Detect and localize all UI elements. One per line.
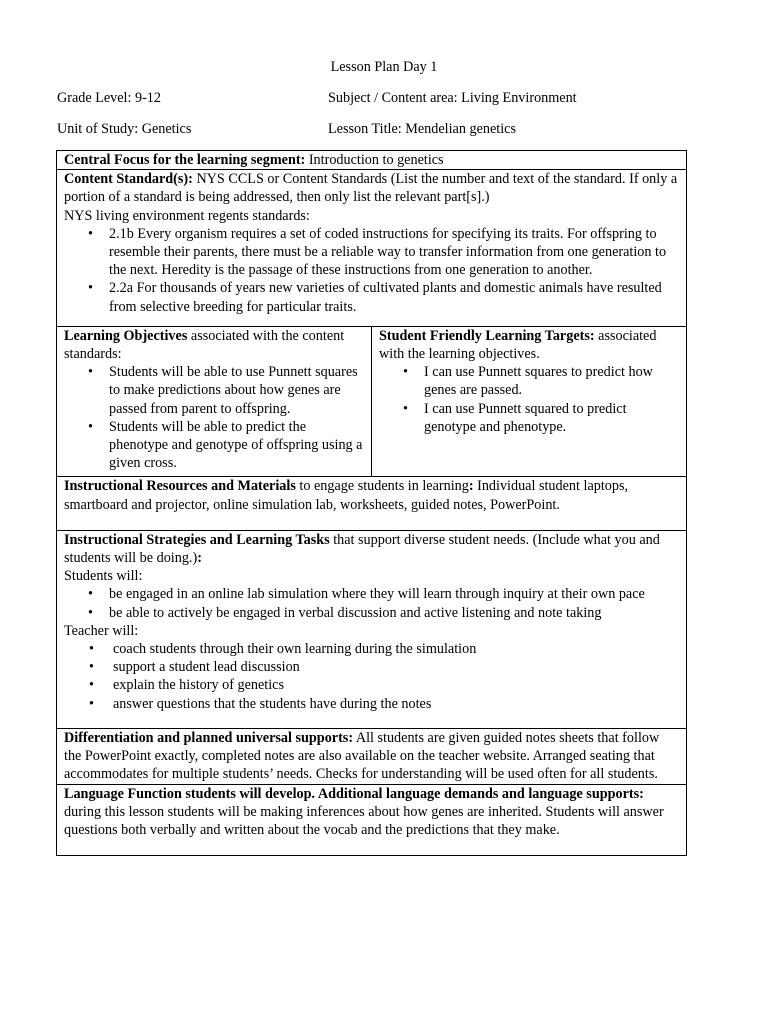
strategies-text: that support diverse student needs. (Include what you and students will be doing.) — [64, 531, 660, 567]
lesson-title: Lesson Title: Mendelian genetics — [328, 121, 516, 137]
central-focus-label: Central Focus for the learning segment: — [64, 152, 306, 168]
objective-item: • Students will be able to use Punnett squares to make predictions about how genes are passed from parent to offspring. — [109, 363, 365, 418]
learning-objectives-text: associated with the content standards: — [64, 327, 345, 363]
standards-list — [64, 225, 680, 316]
teacher-item: • support a student lead discussion — [113, 658, 680, 676]
resources-colon: : — [468, 478, 474, 495]
grade-level: Grade Level: 9-12 — [57, 90, 161, 106]
language-row — [57, 784, 687, 856]
learning-targets-cell — [372, 326, 687, 477]
resources-row — [57, 477, 687, 530]
page-title: Lesson Plan Day 1 — [330, 59, 438, 75]
teacher-item: • coach students through their own learning during the simulation — [113, 640, 680, 658]
differentiation-cell — [57, 728, 687, 784]
target-item: • I can use Punnett squares to predict how genes are passed. — [424, 363, 680, 399]
standards-item: • 2.2a For thousands of years new varieties of cultivated plants and domestic animals have resulted from selective breeding for particular traits. — [109, 279, 680, 315]
subject-area: Subject / Content area: Living Environment — [328, 90, 577, 106]
learning-targets-label: Student Friendly Learning Targets: — [379, 327, 595, 344]
language-text: during this lesson students will be making inferences about how genes are inherited. Students will answer questions both verbally and written about the vocab and the predictions that they make. — [64, 803, 664, 838]
resources-text: to engage students in learning — [295, 478, 469, 495]
teacher-item: • explain the history of genetics — [113, 676, 680, 694]
students-item: • be engaged in an online lab simulation where they will learn through inquiry at their own pace — [109, 585, 680, 603]
standards-intro: NYS living environment regents standards: — [64, 207, 310, 224]
central-focus-cell — [57, 151, 687, 170]
central-focus-row — [57, 151, 687, 170]
learning-objectives-label: Learning Objectives — [64, 327, 188, 344]
students-item: • be able to actively be engaged in verbal discussion and active listening and note taking — [109, 604, 680, 622]
objectives-row — [57, 326, 687, 477]
objective-item: • Students will be able to predict the phenotype and genotype of offspring using a given cross. — [109, 418, 365, 473]
differentiation-text: All students are given guided notes sheets that follow the PowerPoint exactly, completed notes are also available on the teacher website. Arranged seating that accommodates for multiple students’ needs. Checks for understanding will be used often for all students. — [64, 729, 660, 783]
teacher-list — [64, 640, 680, 713]
content-standards-row — [57, 170, 687, 327]
learning-objectives-cell — [57, 326, 372, 477]
learning-objectives-list — [64, 363, 365, 472]
standards-item: • 2.1b Every organism requires a set of coded instructions for specifying its traits. For offspring to resemble their parents, there must be a reliable way to transfer information from one generation to the next. Heredity is the passage of these instructions from one generation to another. — [109, 225, 680, 280]
learning-targets-list — [379, 363, 680, 436]
target-item: • I can use Punnett squared to predict genotype and phenotype. — [424, 400, 680, 436]
lesson-plan-table — [56, 150, 687, 856]
unit-of-study: Unit of Study: Genetics — [57, 121, 192, 137]
differentiation-row — [57, 728, 687, 784]
strategies-cell — [57, 530, 687, 728]
content-standards-cell — [57, 170, 687, 327]
students-list — [64, 585, 680, 621]
teacher-intro: Teacher will: — [64, 622, 139, 639]
teacher-item: • answer questions that the students have during the notes — [113, 695, 680, 713]
central-focus-text: Introduction to genetics — [305, 152, 444, 168]
strategies-colon: : — [197, 550, 202, 567]
language-cell — [57, 784, 687, 856]
content-standards-text: NYS CCLS or Content Standards (List the number and text of the standard. If only a portion of a standard is being addressed, then only list the relevant part[s].) — [64, 171, 678, 206]
resources-label: Instructional Resources and Materials — [64, 478, 296, 495]
differentiation-label: Differentiation and planned universal supports: — [64, 729, 354, 746]
strategies-row — [57, 530, 687, 728]
students-intro: Students will: — [64, 568, 143, 585]
resources-list-text: Individual student laptops, smartboard and projector, online simulation lab, worksheets, guided notes, PowerPoint. — [64, 478, 629, 513]
content-standards-label: Content Standard(s): — [64, 171, 193, 188]
resources-cell — [57, 477, 687, 530]
learning-targets-text: associated with the learning objectives. — [379, 327, 657, 363]
language-label: Language Function students will develop. Additional language demands and language supports: — [64, 785, 644, 802]
strategies-label: Instructional Strategies and Learning Tasks — [64, 531, 330, 548]
